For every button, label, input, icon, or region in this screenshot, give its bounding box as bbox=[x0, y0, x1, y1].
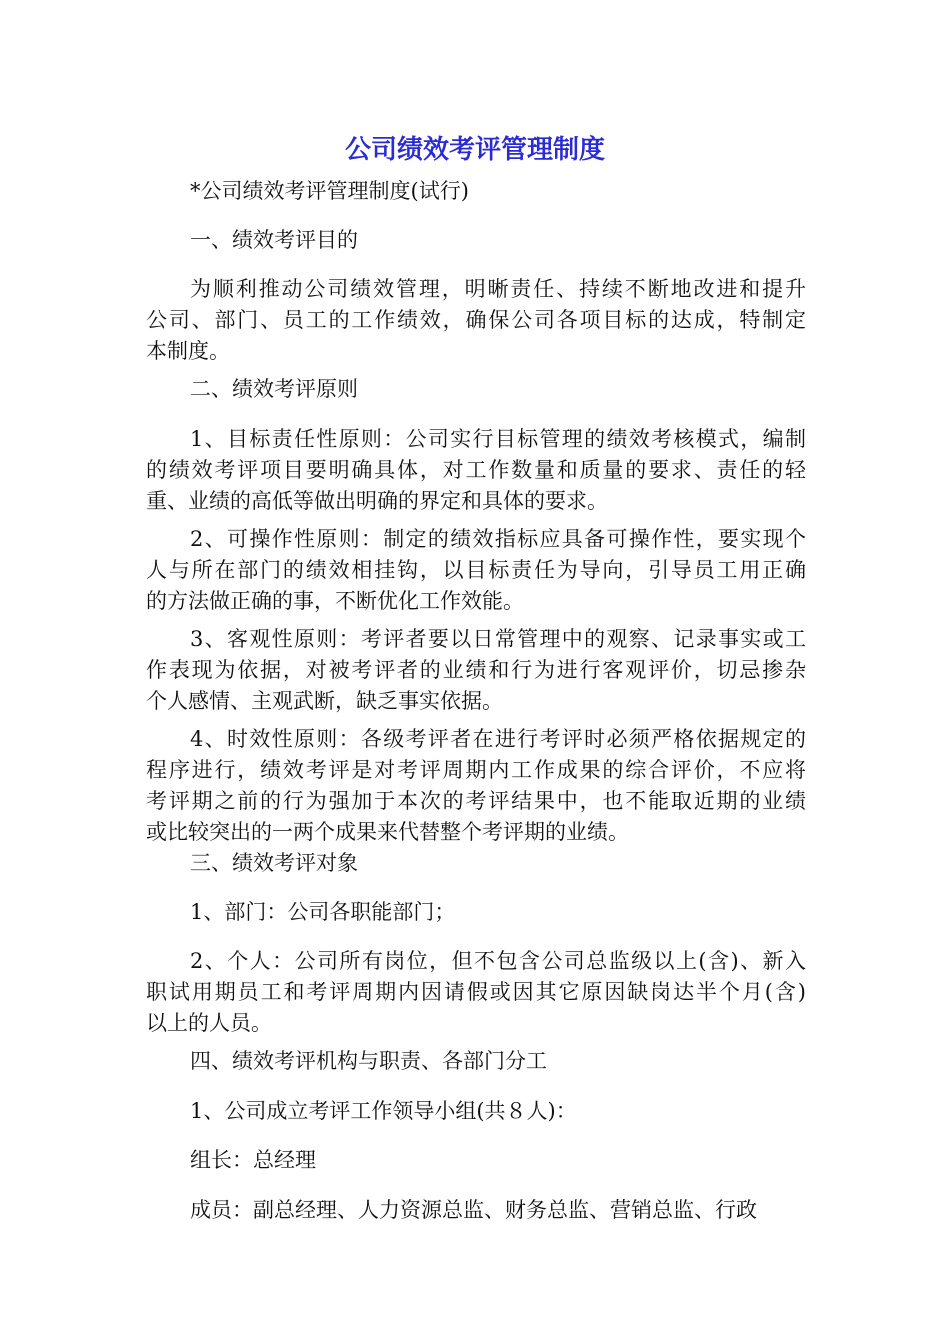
paragraph-line: 或比较突出的一两个成果来代替整个考评期的业绩。 bbox=[146, 820, 629, 844]
paragraph-p14 bbox=[146, 1145, 806, 1176]
paragraph-line: 个人感情、主观武断，缺乏事实依据。 bbox=[146, 689, 503, 713]
paragraph-line: 职试用期员工和考评周期内因请假或因其它原因缺岗达半个月(含) bbox=[146, 980, 806, 1004]
paragraph-p1 bbox=[146, 176, 806, 207]
paragraph-line: 1、目标责任性原则：公司实行目标管理的绩效考核模式，编制 bbox=[190, 427, 806, 451]
paragraph-line: 2、可操作性原则：制定的绩效指标应具备可操作性，要实现个 bbox=[190, 527, 806, 551]
paragraph-p13 bbox=[146, 1096, 806, 1127]
document-title: 公司绩效考评管理制度 bbox=[344, 135, 605, 165]
paragraph-line: 4、时效性原则：各级考评者在进行考评时必须严格依据规定的 bbox=[190, 727, 806, 751]
paragraph-line: 2、个人：公司所有岗位，但不包含公司总监级以上(含)、新入 bbox=[190, 949, 806, 973]
paragraph-line: 程序进行，绩效考评是对考评周期内工作成果的综合评价，不应将 bbox=[146, 758, 806, 782]
paragraph-line: 以上的人员。 bbox=[146, 1011, 272, 1035]
paragraph-line: *公司绩效考评管理制度(试行) bbox=[190, 179, 469, 203]
paragraph-line: 四、绩效考评机构与职责、各部门分工 bbox=[190, 1049, 547, 1073]
paragraph-line: 三、绩效考评对象 bbox=[190, 851, 358, 875]
paragraph-p10 bbox=[146, 897, 806, 928]
paragraph-line: 二、绩效考评原则 bbox=[190, 377, 358, 401]
paragraph-p4 bbox=[146, 374, 806, 405]
paragraph-line: 作表现为依据，对被考评者的业绩和行为进行客观评价，切忌掺杂 bbox=[146, 658, 806, 682]
paragraph-line: 1、公司成立考评工作领导小组(共８人)： bbox=[190, 1099, 577, 1123]
paragraph-p12 bbox=[146, 1046, 806, 1077]
paragraph-p11 bbox=[146, 946, 806, 1039]
paragraph-line: 重、业绩的高低等做出明确的界定和具体的要求。 bbox=[146, 489, 608, 513]
paragraph-p9 bbox=[146, 848, 806, 879]
paragraph-p2 bbox=[146, 225, 806, 256]
paragraph-line: 的绩效考评项目要明确具体，对工作数量和质量的要求、责任的轻 bbox=[146, 458, 806, 482]
paragraph-line: 为顺利推动公司绩效管理，明晰责任、持续不断地改进和提升 bbox=[190, 277, 806, 301]
paragraph-line: 人与所在部门的绩效相挂钩，以目标责任为导向，引导员工用正确 bbox=[146, 558, 806, 582]
paragraph-p5 bbox=[146, 424, 806, 517]
paragraph-line: 的方法做正确的事，不断优化工作效能。 bbox=[146, 589, 524, 613]
paragraph-line: 考评期之前的行为强加于本次的考评结果中，也不能取近期的业绩 bbox=[146, 789, 806, 813]
paragraph-line: 3、客观性原则：考评者要以日常管理中的观察、记录事实或工 bbox=[190, 627, 806, 651]
paragraph-p6 bbox=[146, 524, 806, 617]
paragraph-line: 成员：副总经理、人力资源总监、财务总监、营销总监、行政 bbox=[190, 1198, 757, 1222]
paragraph-line: 组长：总经理 bbox=[190, 1148, 316, 1172]
paragraph-line: 一、绩效考评目的 bbox=[190, 228, 358, 252]
paragraph-p8 bbox=[146, 724, 806, 848]
paragraph-line: 1、部门：公司各职能部门； bbox=[190, 900, 456, 924]
paragraph-p7 bbox=[146, 624, 806, 717]
paragraph-p3 bbox=[146, 274, 806, 367]
paragraph-line: 本制度。 bbox=[146, 339, 230, 363]
paragraph-line: 公司、部门、员工的工作绩效，确保公司各项目标的达成，特制定 bbox=[146, 308, 806, 332]
paragraph-p15 bbox=[146, 1195, 806, 1226]
